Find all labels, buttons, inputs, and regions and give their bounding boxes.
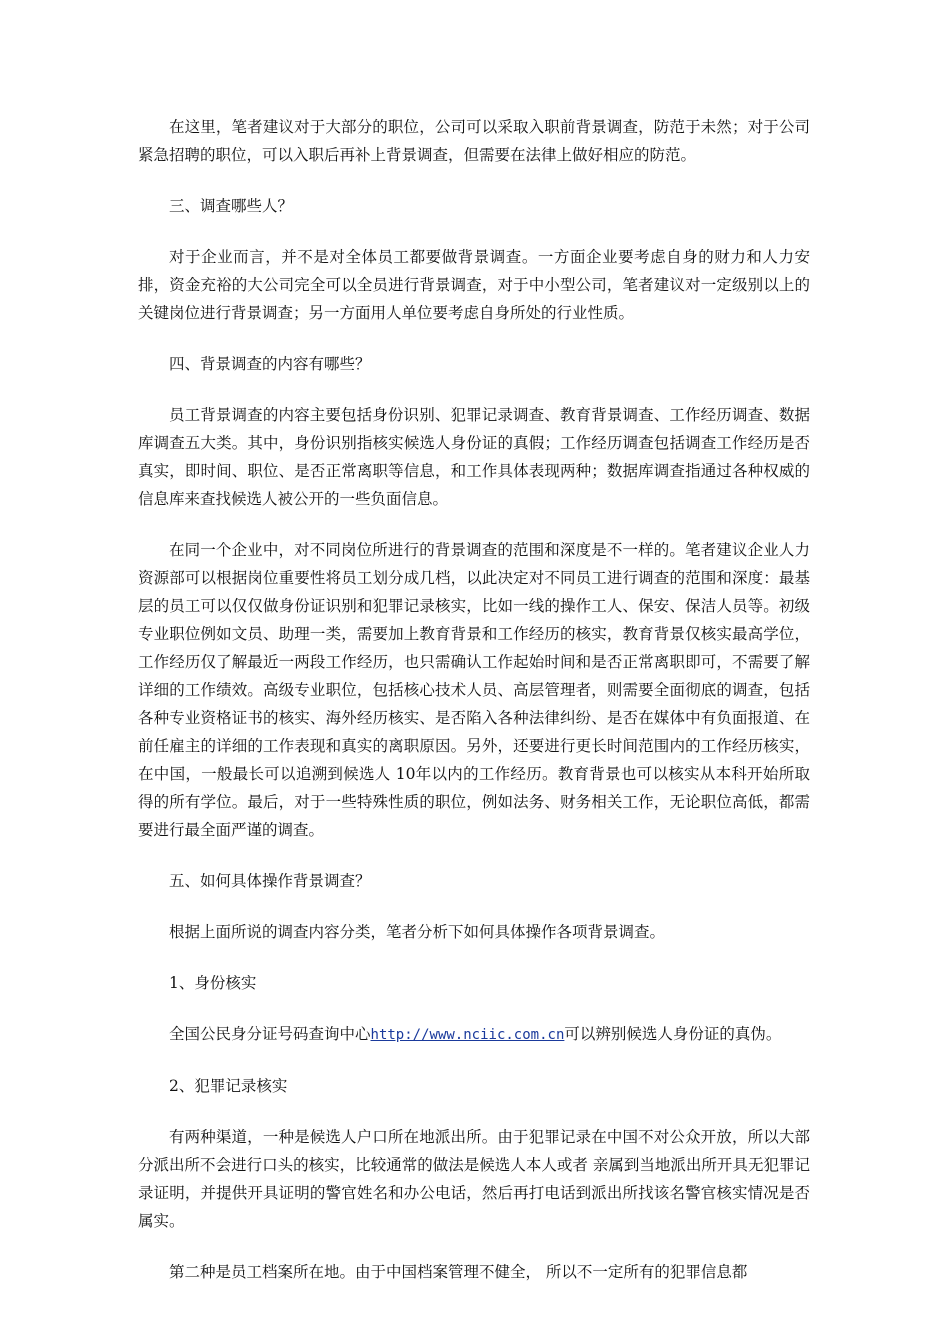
nciic-link[interactable]: http://www.nciic.com.cn <box>370 1027 565 1043</box>
paragraph-archive-channel: 第二种是员工档案所在地。由于中国档案管理不健全， 所以不一定所有的犯罪信息都 <box>169 1263 748 1281</box>
section-heading-investigation-content: 四、背景调查的内容有哪些？ <box>169 355 371 373</box>
paragraph-timing-advice: 在这里，笔者建议对于大部分的职位，公司可以采取入职前背景调查，防范于未然；对于公司紧急招聘的职位，可以入职后再补上背景调查，但需要在法律上做好相应的防范。 <box>138 118 810 164</box>
paragraph-investigation-categories: 员工背景调查的内容主要包括身份识别、犯罪记录调查、教育背景调查、工作经历调查、数据库调查五大类。其中，身份识别指核实候选人身份证的真假；工作经历调查包括调查工作经历是否真实，即时间、职位、是否正常离职等信息，和工作具体表现两种；数据库调查指通过各种权威的信息库来查找候选人被公开的一些负面信息。 <box>138 406 810 508</box>
subheading-criminal-record-check: 2、犯罪记录核实 <box>169 1077 288 1095</box>
paragraph-operation-intro: 根据上面所说的调查内容分类，笔者分析下如何具体操作各项背景调查。 <box>169 923 666 941</box>
identity-check-text-after: 可以辨别候选人身份证的真伪。 <box>564 1025 782 1043</box>
section-heading-how-to-operate: 五、如何具体操作背景调查？ <box>169 872 371 890</box>
paragraph-who-to-investigate: 对于企业而言，并不是对全体员工都要做背景调查。一方面企业要考虑自身的财力和人力安排，资金充裕的大公司完全可以全员进行背景调查，对于中小型公司，笔者建议对一定级别以上的关键岗位进行背景调查；另一方面用人单位要考虑自身所处的行业性质。 <box>138 248 810 322</box>
section-heading-who-to-investigate: 三、调查哪些人？ <box>169 197 294 215</box>
paragraph-identity-check <box>138 1020 810 1049</box>
document-body <box>138 113 810 1309</box>
paragraph-police-station-channel: 有两种渠道，一种是候选人户口所在地派出所。由于犯罪记录在中国不对公众开放，所以大部分派出所不会进行口头的核实，比较通常的做法是候选人本人或者 亲属到当地派出所开具无犯罪记录证明，并提供开具证明的警官姓名和办公电话，然后再打电话到派出所找该名警官核实情况是否属实。 <box>138 1128 810 1230</box>
identity-check-text-before: 全国公民身分证号码查询中心 <box>169 1025 371 1043</box>
subheading-identity-check: 1、身份核实 <box>169 974 257 992</box>
paragraph-position-levels: 在同一个企业中，对不同岗位所进行的背景调查的范围和深度是不一样的。笔者建议企业人力资源部可以根据岗位重要性将员工划分成几档，以此决定对不同员工进行调查的范围和深度：最基层的员工可以仅仅做身份证识别和犯罪记录核实，比如一线的操作工人、保安、保洁人员等。初级专业职位例如文员、助理一类，需要加上教育背景和工作经历的核实，教育背景仅核实最高学位，工作经历仅了解最近一两段工作经历，也只需确认工作起始时间和是否正常离职即可，不需要了解详细的工作绩效。高级专业职位，包括核心技术人员、高层管理者，则需要全面彻底的调查，包括各种专业资格证书的核实、海外经历核实、是否陷入各种法律纠纷、是否在媒体中有负面报道、在前任雇主的详细的工作表现和真实的离职原因。另外，还要进行更长时间范围内的工作经历核实，在中国，一般最长可以追溯到候选人 10年以内的工作经历。教育背景也可以核实从本科开始所取得的所有学位。最后，对于一些特殊性质的职位，例如法务、财务相关工作，无论职位高低，都需要进行最全面严谨的调查。 <box>138 541 810 839</box>
